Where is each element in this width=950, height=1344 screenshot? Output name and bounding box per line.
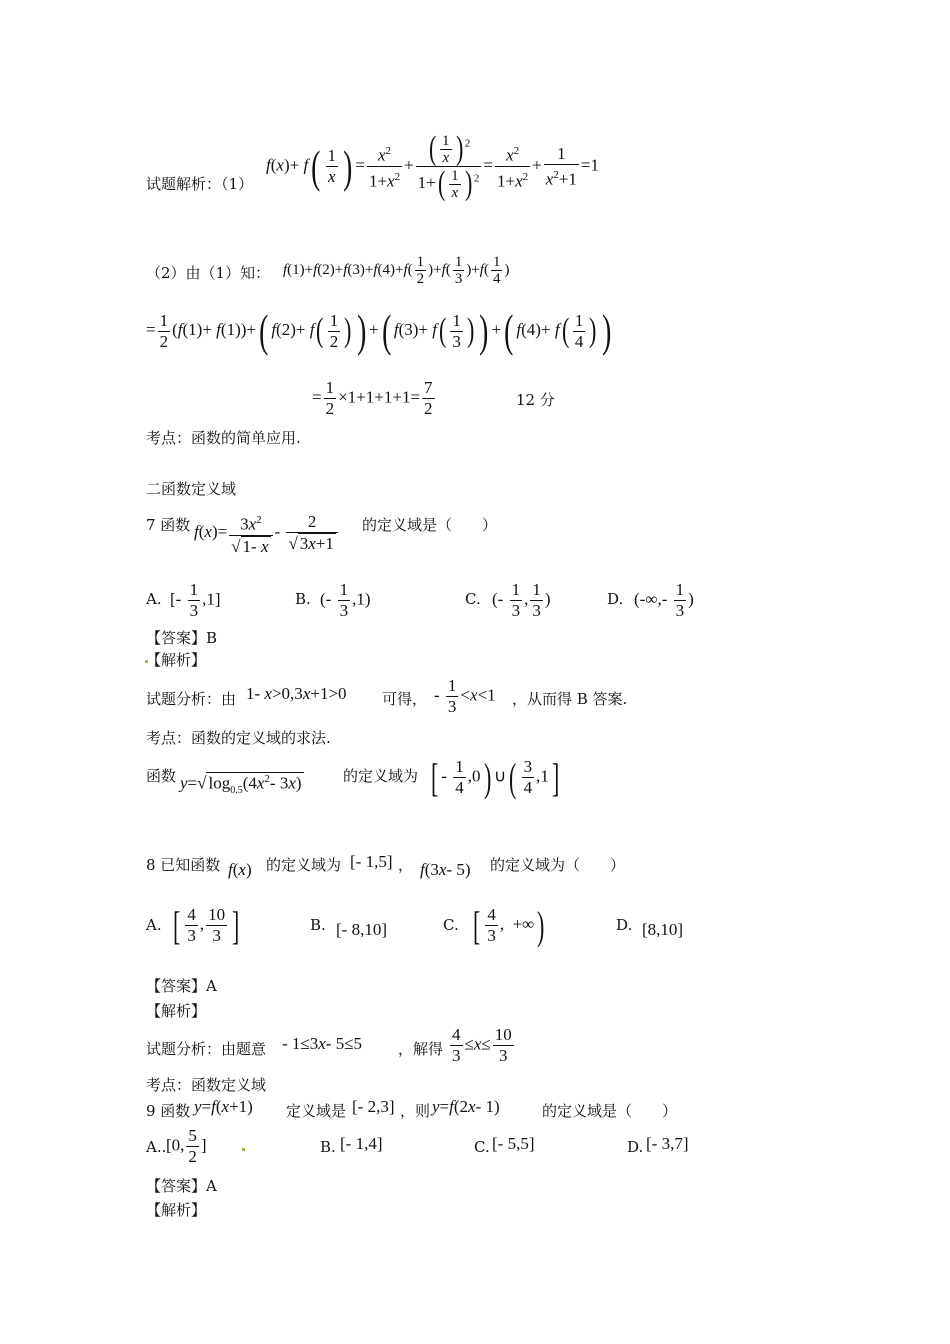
q8-mid2: 的定义域为（ ） (490, 856, 626, 874)
q7-function: f(x)= $\frac{3x^2}{√ 1- x}$ - $\frac{2}{√ 3x+1}$ (194, 510, 340, 557)
q9-mid1: 定义域是 (286, 1102, 347, 1120)
q8-range: $\frac{4}{3}$ ≤x≤ $\frac{10}{3}$ (452, 1025, 512, 1065)
q9-function: y=f(x+1) (194, 1097, 253, 1116)
q7-option-a-label: A. (146, 590, 162, 608)
score: 12 分 (516, 391, 555, 409)
q8-inequality: - 1≤3x- 5≤5 (282, 1034, 363, 1053)
q9-option-c: [- 5,5] (492, 1134, 535, 1153)
q7-option-c: (- $\frac{1}{3}$ , $\frac{1}{3}$ ) (492, 580, 551, 620)
kaodian-1: 考点：函数的简单应用. (146, 429, 301, 447)
q8-option-b: [- 8,10] (336, 920, 387, 939)
equation-1: f(x)+ f( $\frac{1}{x}$ ) = $\frac{x^2}{1+x^2}$ + ( $\frac{1}{x}$ ) $^2$ 1+( $\frac{1}{x}$ ) $^2$ = $\frac{x^2}{1+x^2}$ + $\frac{1}{x^2+1}$ =1 (266, 130, 599, 202)
q8-option-d: [8,10] (642, 920, 684, 939)
q7-option-d-label: D. (607, 590, 624, 608)
q9-option-d: [- 3,7] (646, 1134, 689, 1153)
q9-answer: 【答案】A (146, 1177, 217, 1195)
q7-analysis-prefix: 试题分析：由 (146, 690, 237, 708)
q8-option-c: [ $\frac{4}{3}$ , +∞) (472, 902, 545, 948)
q9-jiexi: 【解析】 (146, 1201, 207, 1219)
q7-suffix: 的定义域是（ ） (362, 516, 498, 534)
log-prefix: 函数 (146, 767, 177, 785)
part2-expression: f(1)+f(2)+f(3)+f(4)+f( $\frac{1}{2}$ )+f( $\frac{1}{3}$ )+f( $\frac{1}{4}$ ) (283, 254, 510, 287)
analysis-label-1: 试题解析：（1） (146, 175, 254, 193)
q7-condition: 1- x>0,3x+1>0 (246, 684, 347, 703)
section-title: 二函数定义域 (146, 480, 237, 498)
q7-option-b: (- $\frac{1}{3}$ ,1) (320, 580, 371, 620)
q8-analysis-mid: ，解得 (398, 1040, 444, 1058)
part2-label: （2）由（1）知： (146, 264, 271, 282)
q8-option-d-label: D. (616, 916, 633, 934)
q9-mid2: ，则 (400, 1102, 431, 1120)
q8-jiexi: 【解析】 (146, 1002, 207, 1020)
q7-range: - $\frac{1}{3}$ <x<1 (434, 676, 496, 716)
log-function: y=√ $\log_{0.5}(4x^2-$ 3x) (180, 773, 302, 797)
part2-result: = $\frac{1}{2}$ ×1+1+1+1= $\frac{7}{2}$ (312, 378, 433, 418)
q7-analysis-mid: 可得， (382, 690, 428, 708)
q9-option-b-label: B. (320, 1138, 336, 1156)
log-mid: 的定义域为 (343, 767, 419, 785)
q8-option-a: [ $\frac{4}{3}$ , $\frac{10}{3}$ ] (172, 902, 240, 948)
q9-option-a-label: A.. (146, 1138, 167, 1156)
kaodian-2: 考点：函数的定义域的求法. (146, 729, 331, 747)
q8-domain: [- 1,5] (350, 852, 393, 871)
q7-analysis-suffix: ，从而得 B 答案. (512, 690, 628, 708)
log-domain: [ - $\frac{1}{4}$ ,0) ∪( $\frac{3}{4}$ ,1] (430, 754, 560, 800)
q9-composite: y=f(2x- 1) (432, 1097, 500, 1116)
q8-mid1: 的定义域为 (266, 856, 342, 874)
q8-option-a-label: A. (146, 916, 162, 934)
q7-option-c-label: C. (465, 590, 481, 608)
q8-function: f(x) (228, 860, 252, 879)
q7-option-b-label: B. (295, 590, 311, 608)
q9-domain: [- 2,3] (352, 1097, 395, 1116)
marker-dot (242, 1148, 245, 1151)
kaodian-3: 考点：函数定义域 (146, 1076, 267, 1094)
part2-expansion: = $\frac{1}{2}$ (f(1)+ f(1))+( f(2)+ f( $\frac{1}{2}$ ) ) +( f(3)+ f( $\frac{1}{3}$ ) ) +( f(4)+ f( $\frac{1}{4}$ ) ) (146, 305, 611, 356)
q8-option-c-label: C. (443, 916, 459, 934)
q8-answer: 【答案】A (146, 977, 217, 995)
q8-analysis-prefix: 试题分析：由题意 (146, 1040, 267, 1058)
q8-composite: f(3x- 5) (420, 860, 471, 879)
q7-option-d: (-∞,- $\frac{1}{3}$ ) (634, 580, 694, 620)
q9-option-c-label: C. (474, 1138, 490, 1156)
q8-option-b-label: B. (310, 916, 326, 934)
q9-option-b: [- 1,4] (340, 1134, 383, 1153)
q7-prefix: 7 函数 (146, 516, 191, 534)
q9-option-d-label: D. (627, 1138, 644, 1156)
q7-option-a: [- $\frac{1}{3}$ ,1] (170, 580, 221, 620)
q7-answer: 【答案】B (146, 629, 218, 647)
q7-jiexi: 【解析】 (146, 651, 207, 669)
q8-prefix: 8 已知函数 (146, 856, 221, 874)
q8-comma: ， (398, 856, 414, 874)
q9-mid3: 的定义域是（ ） (542, 1102, 678, 1120)
q9-option-a: [0, $\frac{5}{2}$ ] (166, 1126, 207, 1166)
q9-prefix: 9 函数 (146, 1102, 191, 1120)
